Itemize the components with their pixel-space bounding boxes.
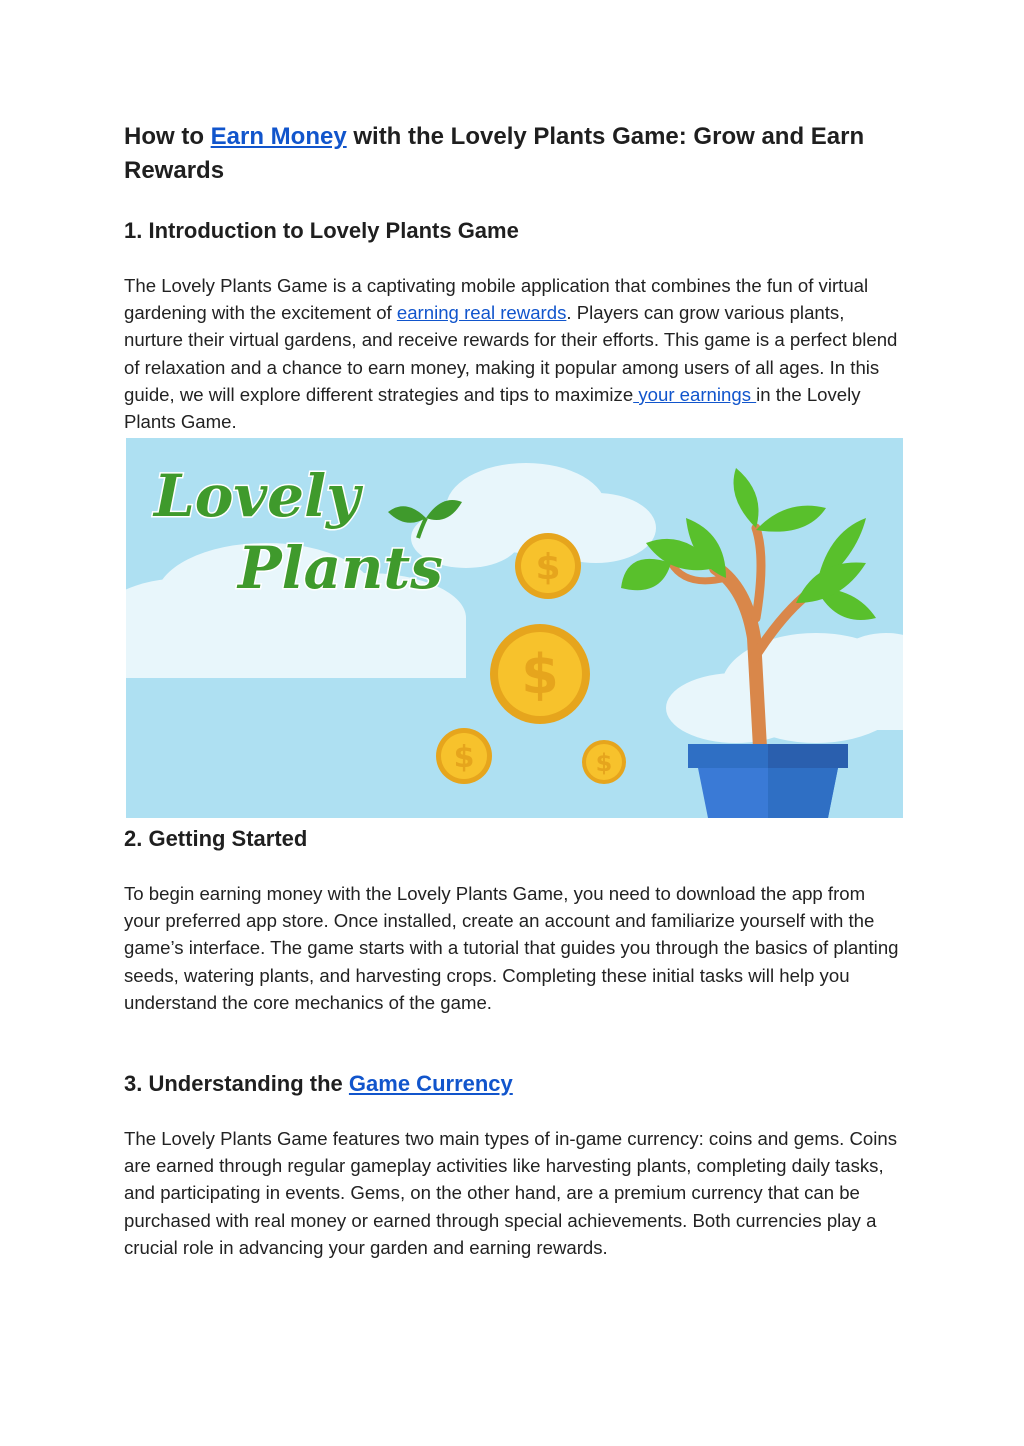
section-1-text-b: . Players can grow various plants, nurture their virtual gardens, and receive rewards for their efforts. This game is a perfect blend of relaxation and a chance to earn money, making it popular among users of all ages. In this guide, we will explore different strategies and tips to maximize bbox=[124, 302, 898, 405]
section-3-heading-prefix: 3. Understanding the bbox=[124, 1071, 349, 1096]
section-1-paragraph bbox=[124, 272, 904, 435]
title-suffix: with the Lovely Plants Game: Grow and Earn Rewards bbox=[124, 123, 865, 184]
your-earnings-link[interactable]: your earnings bbox=[633, 383, 757, 405]
earn-money-link[interactable]: Earn Money bbox=[210, 123, 347, 150]
section-2-paragraph: To begin earning money with the Lovely Plants Game, you need to download the app from your preferred app store. Once installed, create an account and familiarize yourself with the game’s interface. The game starts with a tutorial that guides you through the basics of planting seeds, watering plants, and harvesting crops. Completing these initial tasks will help you understand the core mechanics of the game. bbox=[124, 883, 899, 1013]
game-currency-link[interactable]: Game Currency bbox=[348, 1071, 513, 1096]
coin-symbol: $ bbox=[535, 547, 561, 588]
coin-symbol: $ bbox=[521, 643, 559, 706]
pot-icon bbox=[688, 744, 848, 818]
coin-small-right-icon bbox=[582, 740, 626, 784]
logo-line-2: Plants bbox=[238, 534, 443, 602]
title-prefix: How to bbox=[124, 123, 211, 150]
lovely-plants-hero-image bbox=[126, 438, 903, 818]
section-1-heading: 1. Introduction to Lovely Plants Game bbox=[124, 218, 519, 243]
section-1-text-a: The Lovely Plants Game is a captivating mobile application that combines the fun of virtual gardening with the excitement of bbox=[124, 275, 869, 324]
coin-large-icon bbox=[490, 624, 590, 724]
coin-small-left-icon bbox=[436, 728, 492, 784]
coin-small-top-icon bbox=[515, 533, 581, 599]
section-3-paragraph: The Lovely Plants Game features two main types of in-game currency: coins and gems. Coins are earned through regular gameplay activities like harvesting plants, completing daily tasks, and participating in events. Gems, on the other hand, are a premium currency that can be purchased with real money or earned through special achievements. Both currencies play a crucial role in advancing your garden and earning rewards. bbox=[124, 1128, 898, 1258]
section-2-heading: 2. Getting Started bbox=[124, 826, 308, 851]
page-title bbox=[124, 120, 884, 188]
hero-illustration bbox=[126, 438, 903, 818]
earning-real-rewards-link[interactable]: earning real rewards bbox=[396, 302, 567, 324]
coin-symbol: $ bbox=[595, 749, 613, 777]
logo-line-1: Lovely bbox=[154, 462, 360, 530]
section-3-heading bbox=[124, 1069, 513, 1099]
section-1-text-c: in the Lovely Plants Game. bbox=[124, 383, 861, 433]
coin-symbol: $ bbox=[453, 740, 475, 775]
